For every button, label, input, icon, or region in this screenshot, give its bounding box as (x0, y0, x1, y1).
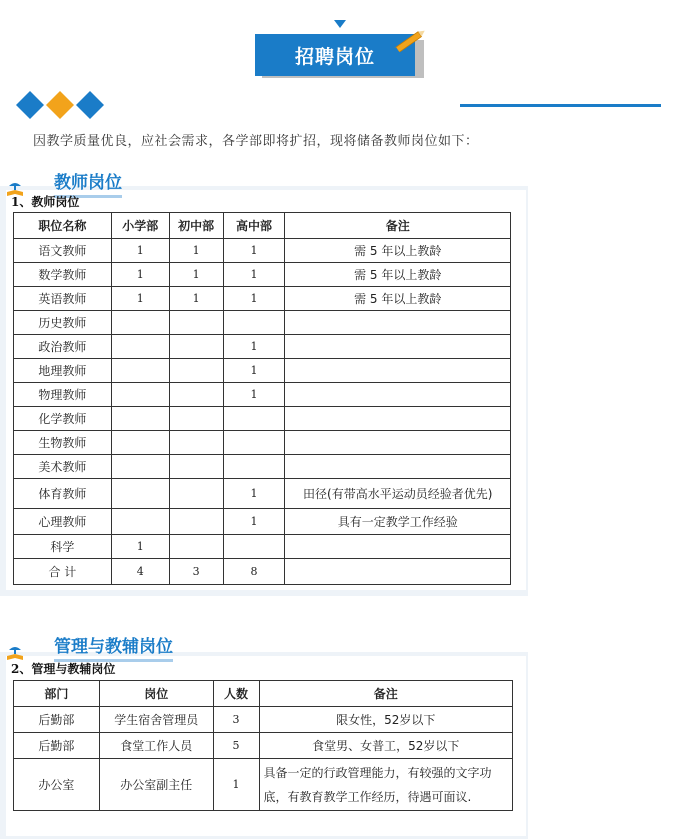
decorative-diamonds (16, 89, 106, 121)
table-cell: 田径(有带高水平运动员经验者优先) (285, 479, 511, 509)
table-cell: 办公室副主任 (99, 759, 213, 811)
column-header: 备注 (259, 681, 513, 707)
column-header: 高中部 (223, 213, 285, 239)
table-header-row (14, 681, 513, 707)
table-cell: 1 (169, 263, 223, 287)
table-cell: 1 (223, 509, 285, 535)
table-cell (285, 431, 511, 455)
table-cell: 1 (169, 239, 223, 263)
table-cell: 1 (223, 359, 285, 383)
table-cell: 后勤部 (14, 733, 100, 759)
table-cell: 1 (111, 287, 169, 311)
table-cell (111, 407, 169, 431)
table-cell: 政治教师 (14, 335, 112, 359)
table-cell (223, 455, 285, 479)
table-row (14, 383, 511, 407)
table-cell (169, 455, 223, 479)
table-cell: 食堂男、女普工，52岁以下 (259, 733, 513, 759)
table-cell: 科学 (14, 535, 112, 559)
table-row (14, 509, 511, 535)
table-row (14, 535, 511, 559)
section-title: 管理与教辅岗位 (54, 632, 173, 662)
table-cell: 需 5 年以上教龄 (285, 287, 511, 311)
table-cell: 历史教师 (14, 311, 112, 335)
table-cell: 1 (223, 287, 285, 311)
table-cell: 英语教师 (14, 287, 112, 311)
table-cell: 8 (223, 559, 285, 585)
table-cell: 1 (111, 535, 169, 559)
diamond-icon (76, 91, 104, 119)
table-cell: 5 (213, 733, 259, 759)
table-cell: 1 (223, 239, 285, 263)
table-cell: 1 (213, 759, 259, 811)
admin-positions-table (13, 680, 513, 811)
table-cell: 生物教师 (14, 431, 112, 455)
table-row (14, 263, 511, 287)
column-header: 初中部 (169, 213, 223, 239)
table-cell: 物理教师 (14, 383, 112, 407)
section-title: 教师岗位 (54, 168, 122, 198)
pencil-icon (390, 30, 430, 52)
header-rule (460, 104, 661, 107)
table-cell: 后勤部 (14, 707, 100, 733)
table-cell: 限女性，52岁以下 (259, 707, 513, 733)
table-cell (111, 509, 169, 535)
column-header: 人数 (213, 681, 259, 707)
table-cell: 需 5 年以上教龄 (285, 239, 511, 263)
table-cell (169, 359, 223, 383)
table-cell: 办公室 (14, 759, 100, 811)
table-cell (111, 359, 169, 383)
table-header-row (14, 213, 511, 239)
table-cell (169, 431, 223, 455)
table-cell (285, 335, 511, 359)
table-cell (169, 311, 223, 335)
table-row (14, 335, 511, 359)
table-cell: 食堂工作人员 (99, 733, 213, 759)
table-cell (223, 431, 285, 455)
table-cell (111, 335, 169, 359)
table-cell: 语文教师 (14, 239, 112, 263)
table-cell: 数学教师 (14, 263, 112, 287)
table-cell (285, 535, 511, 559)
table-cell (223, 535, 285, 559)
section-subtitle: 2、管理与教辅岗位 (11, 662, 116, 676)
table-row (14, 707, 513, 733)
table-cell: 1 (111, 239, 169, 263)
column-header: 备注 (285, 213, 511, 239)
table-row (14, 559, 511, 585)
table-cell (111, 479, 169, 509)
table-cell: 地理教师 (14, 359, 112, 383)
table-row (14, 455, 511, 479)
table-cell (285, 407, 511, 431)
diamond-icon (46, 91, 74, 119)
diamond-icon (16, 91, 44, 119)
table-cell: 学生宿舍管理员 (99, 707, 213, 733)
table-row (14, 759, 513, 811)
table-cell (169, 509, 223, 535)
admin-section-heading (6, 632, 173, 662)
table-cell: 体育教师 (14, 479, 112, 509)
column-header: 职位名称 (14, 213, 112, 239)
table-row (14, 407, 511, 431)
table-row (14, 733, 513, 759)
table-cell (111, 431, 169, 455)
table-cell: 3 (169, 559, 223, 585)
table-cell (169, 407, 223, 431)
table-cell: 1 (169, 287, 223, 311)
table-cell: 1 (223, 479, 285, 509)
table-cell (169, 535, 223, 559)
table-cell: 1 (223, 263, 285, 287)
table-cell (285, 359, 511, 383)
table-row (14, 287, 511, 311)
page-title: 招聘岗位 (255, 34, 415, 76)
table-cell (169, 383, 223, 407)
table-cell (285, 311, 511, 335)
table-cell: 具有一定教学工作经验 (285, 509, 511, 535)
table-cell: 需 5 年以上教龄 (285, 263, 511, 287)
column-header: 小学部 (111, 213, 169, 239)
triangle-marker-icon (334, 20, 346, 28)
table-cell: 1 (111, 263, 169, 287)
table-cell (111, 383, 169, 407)
table-row (14, 431, 511, 455)
table-cell: 4 (111, 559, 169, 585)
table-cell (285, 455, 511, 479)
table-cell (111, 455, 169, 479)
teacher-positions-table (13, 212, 511, 585)
table-cell: 化学教师 (14, 407, 112, 431)
table-row (14, 311, 511, 335)
table-cell: 1 (223, 383, 285, 407)
table-cell (169, 479, 223, 509)
table-cell (285, 383, 511, 407)
table-cell (285, 559, 511, 585)
table-cell (223, 407, 285, 431)
intro-text: 因教学质量优良，应社会需求，各学部即将扩招，现将储备教师岗位如下： (33, 134, 479, 149)
table-cell: 合 计 (14, 559, 112, 585)
table-cell (169, 335, 223, 359)
table-cell: 美术教师 (14, 455, 112, 479)
table-row (14, 239, 511, 263)
table-cell: 心理教师 (14, 509, 112, 535)
table-cell (223, 311, 285, 335)
section-subtitle: 1、教师岗位 (11, 195, 80, 209)
table-row (14, 359, 511, 383)
column-header: 岗位 (99, 681, 213, 707)
column-header: 部门 (14, 681, 100, 707)
table-cell: 3 (213, 707, 259, 733)
table-row (14, 479, 511, 509)
table-cell (111, 311, 169, 335)
table-cell: 1 (223, 335, 285, 359)
table-cell: 具备一定的行政管理能力，有较强的文字功底，有教育教学工作经历，待遇可面议. (259, 759, 513, 811)
